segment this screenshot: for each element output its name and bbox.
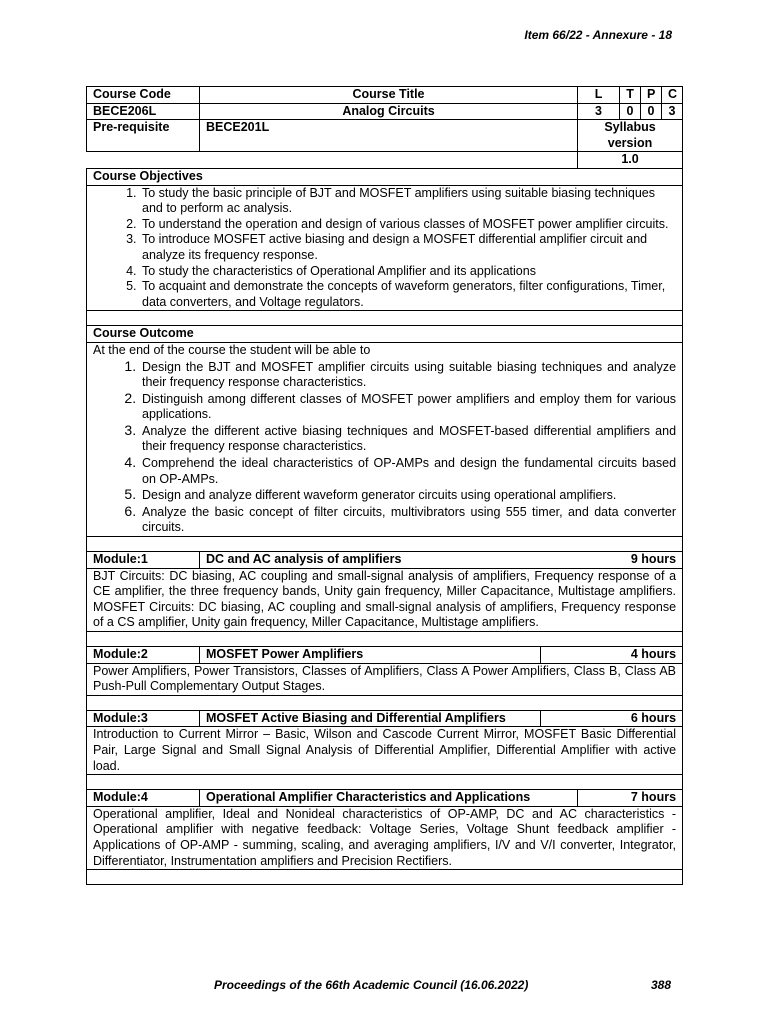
spacer-row	[87, 695, 683, 710]
proceedings-caption: Proceedings of the 66th Academic Council (16.06.2022)	[214, 978, 529, 992]
course-objectives-heading: Course Objectives	[87, 168, 683, 185]
outcome-heading-row	[87, 326, 683, 343]
module-2-hours: 4 hours	[541, 647, 683, 664]
outcome-body-row	[87, 342, 683, 536]
module-4-label: Module:4	[87, 790, 200, 807]
module-1-hours: 9 hours	[630, 552, 677, 567]
syllabus-version-row	[87, 152, 683, 169]
module-4-hours: 7 hours	[578, 790, 683, 807]
syllabus-version-label: Syllabus version	[578, 120, 683, 152]
module-3-content-row	[87, 727, 683, 775]
t-value: 0	[620, 103, 641, 120]
list-item: 3. To introduce MOSFET active biasing and design a MOSFET differential amplifier circuit and analyze its frequency response.	[140, 232, 676, 263]
module-4-content-row	[87, 806, 683, 869]
module-1-header	[87, 552, 683, 569]
spacer-row	[87, 632, 683, 647]
list-item: 5. To acquaint and demonstrate the concepts of waveform generators, filter configurations, Timer, data converters, and Voltage regulators.	[140, 279, 676, 310]
syllabus-version-value: 1.0	[578, 152, 683, 169]
list-item: 5. Design and analyze different waveform generator circuits using operational amplifiers.	[140, 487, 676, 504]
list-item: 4. To study the characteristics of Operational Amplifier and its applications	[140, 264, 676, 280]
spacer-row	[87, 537, 683, 552]
course-outcome-body	[87, 342, 683, 536]
outcome-intro: At the end of the course the student will be able to	[93, 342, 371, 357]
page-number: 388	[651, 978, 672, 992]
list-item: 2. To understand the operation and design of various classes of MOSFET power amplifier circuits.	[140, 217, 676, 233]
l-label: L	[578, 87, 620, 104]
syllabus-document	[86, 86, 682, 885]
list-item: 3. Analyze the different active biasing techniques and MOSFET-based differential amplifiers and their frequency response characteristics.	[140, 423, 676, 455]
outcome-list	[93, 359, 676, 537]
list-item: 2. Distinguish among different classes of MOSFET power amplifiers and employ them for various applications.	[140, 391, 676, 423]
prerequisite-value: BECE201L	[200, 120, 578, 152]
module-1-title: DC and AC analysis of amplifiers	[206, 552, 402, 567]
p-value: 0	[641, 103, 662, 120]
course-objectives-body	[87, 185, 683, 311]
module-4-title: Operational Amplifier Characteristics and Applications	[200, 790, 578, 807]
module-4-header	[87, 790, 683, 807]
module-2-header	[87, 647, 683, 664]
spacer-row	[87, 775, 683, 790]
header-row	[87, 87, 683, 104]
syllabus-table	[86, 86, 683, 885]
list-item: 6. Analyze the basic concept of filter circuits, multivibrators using 555 timer, and data converter circuits.	[140, 504, 676, 536]
objectives-body-row	[87, 185, 683, 311]
course-code-label: Course Code	[87, 87, 200, 104]
p-label: P	[641, 87, 662, 104]
module-2-label: Module:2	[87, 647, 200, 664]
course-row	[87, 103, 683, 120]
l-value: 3	[578, 103, 620, 120]
course-outcome-heading: Course Outcome	[87, 326, 683, 343]
spacer-row	[87, 311, 683, 326]
list-item: 1. Design the BJT and MOSFET amplifier circuits using suitable biasing techniques and analyze their frequency response characteristics.	[140, 359, 676, 391]
course-title: Analog Circuits	[200, 103, 578, 120]
module-4-content: Operational amplifier, Ideal and Nonideal characteristics of OP-AMP, DC and AC characteristics - Operational amplifier with negative feedback: Voltage Series, Voltage Shunt feedback amplifier - Applications of OP-AMP - summing, scaling, and averaging amplifiers, I/V and V/I converter, Integrator, Differentiator, Instrumentation amplifiers and Precision Rectifiers.	[87, 806, 683, 869]
module-3-label: Module:3	[87, 710, 200, 727]
prerequisite-row	[87, 120, 683, 152]
course-title-label: Course Title	[200, 87, 578, 104]
module-1-label: Module:1	[87, 552, 200, 569]
c-value: 3	[662, 103, 683, 120]
module-1-content: BJT Circuits: DC biasing, AC coupling and small-signal analysis of amplifiers, Frequency response of a CE amplifier, the three frequency bands, Unity gain frequency, Miller Capacitance, Multistage amplifiers. MOSFET Circuits: DC biasing, AC coupling and small-signal analysis of amplifiers, Frequency response of a CS amplifier, Unity gain frequency, Miller Capacitance, Multistage amplifiers.	[87, 568, 683, 631]
t-label: T	[620, 87, 641, 104]
c-label: C	[662, 87, 683, 104]
prerequisite-label: Pre-requisite	[87, 120, 200, 152]
objectives-heading-row	[87, 168, 683, 185]
module-2-content-row	[87, 663, 683, 695]
course-code: BECE206L	[87, 103, 200, 120]
module-3-header	[87, 710, 683, 727]
module-2-content: Power Amplifiers, Power Transistors, Classes of Amplifiers, Class A Power Amplifiers, Class B, Class AB Push-Pull Complementary Output Stages.	[87, 663, 683, 695]
spacer-row	[87, 870, 683, 885]
module-2-title: MOSFET Power Amplifiers	[200, 647, 541, 664]
module-1-content-row	[87, 568, 683, 631]
list-item: 4. Comprehend the ideal characteristics of OP-AMPs and design the fundamental circuits based on OP-AMPs.	[140, 455, 676, 487]
annexure-reference: Item 66/22 - Annexure - 18	[524, 28, 672, 42]
list-item: 1. To study the basic principle of BJT and MOSFET amplifiers using suitable biasing techniques and to perform ac analysis.	[140, 186, 676, 217]
module-3-hours: 6 hours	[541, 710, 683, 727]
module-3-title: MOSFET Active Biasing and Differential Amplifiers	[200, 710, 541, 727]
objectives-list	[93, 186, 676, 311]
module-3-content: Introduction to Current Mirror – Basic, Wilson and Cascode Current Mirror, MOSFET Basic Differential Pair, Large Signal and Small Signal Analysis of Differential Amplifier, Differential Amplifier with active load.	[87, 727, 683, 775]
